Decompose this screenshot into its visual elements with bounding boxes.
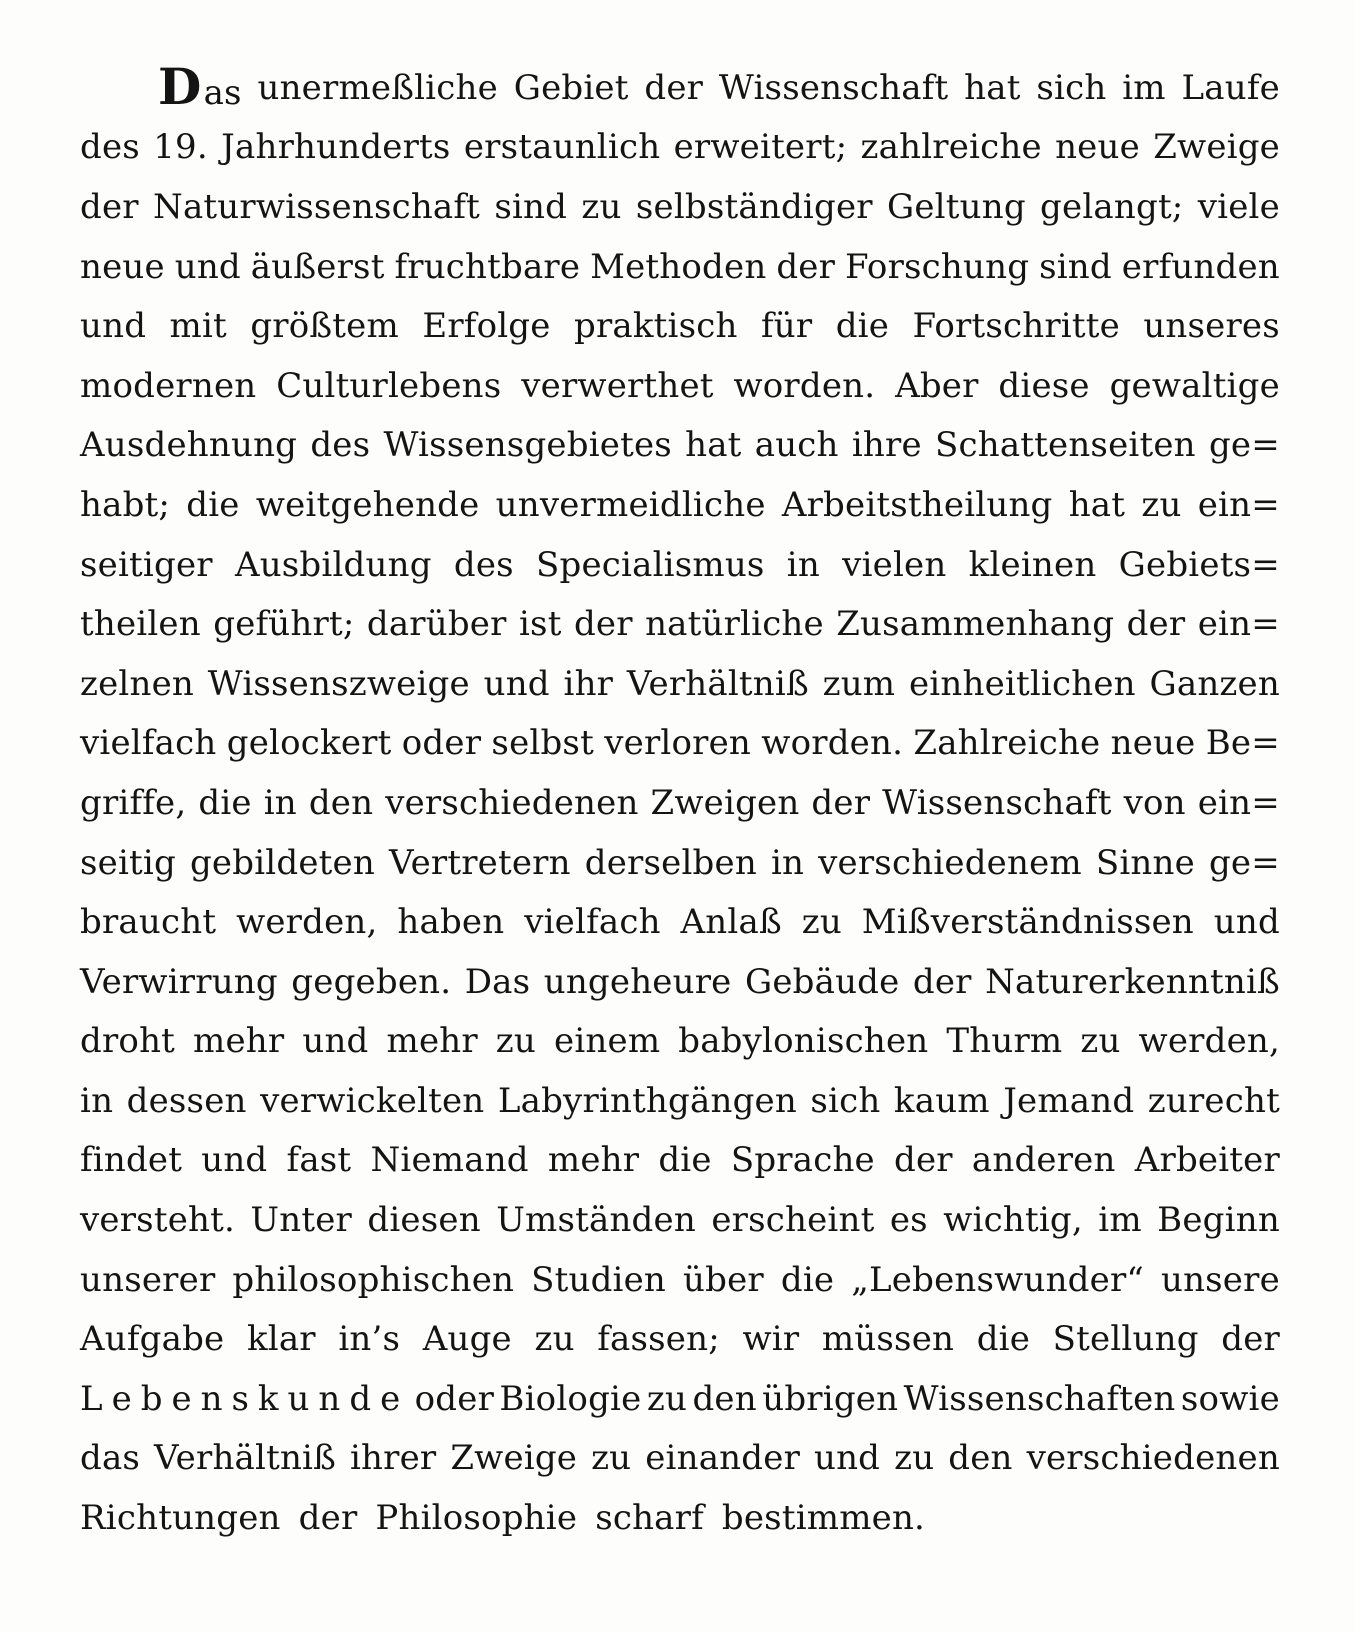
word: haben (397, 902, 505, 943)
word: werden, (236, 902, 378, 943)
text-line (80, 773, 1280, 833)
text-line (80, 1190, 1280, 1250)
word: hat (685, 425, 742, 466)
word: zu (894, 1438, 935, 1479)
word: ge= (1208, 842, 1280, 883)
word: fassen; (597, 1319, 720, 1360)
word: versteht. (80, 1200, 235, 1241)
text-line (80, 296, 1280, 356)
word: Wissensgebietes (383, 425, 672, 466)
word: oder (414, 1378, 495, 1419)
word: des (453, 544, 514, 585)
word: die (835, 306, 890, 347)
text-line (80, 1488, 1280, 1548)
word: oder (401, 723, 482, 764)
word: vielfach (80, 723, 217, 764)
word: praktisch (573, 306, 738, 347)
word: größtem (250, 306, 399, 347)
word: „Lebenswunder“ (851, 1259, 1144, 1300)
word: des (80, 127, 140, 168)
word: die (780, 1259, 835, 1300)
text-line (80, 177, 1280, 237)
word: Auge (422, 1319, 512, 1360)
word: im (1098, 1200, 1142, 1241)
word: zum (822, 663, 896, 704)
word: Wissenschaften (903, 1378, 1176, 1419)
text-line (80, 1369, 1280, 1429)
word: ihre (851, 425, 922, 466)
word: fast (286, 1140, 352, 1181)
word: philosophischen (232, 1259, 515, 1300)
word: den (308, 782, 374, 823)
word: Das (158, 57, 242, 117)
word: Ausdehnung (80, 425, 298, 466)
word: hat (964, 67, 1021, 108)
text-line (80, 356, 1280, 416)
word: sind (1039, 246, 1112, 287)
word: Umständen (496, 1200, 696, 1241)
word: Richtungen (80, 1498, 281, 1539)
word: ein= (1197, 604, 1280, 645)
word: Zahlreiche (913, 723, 1101, 764)
word: zu (646, 1378, 688, 1419)
word: seitig (80, 842, 176, 883)
word: der (811, 782, 871, 823)
word: selbst (491, 723, 594, 764)
word: unserer (80, 1259, 216, 1300)
drop-cap: D (158, 57, 202, 117)
word: braucht (80, 902, 217, 943)
word: Sprache (730, 1140, 875, 1181)
word: in (770, 842, 805, 883)
word: hat (1068, 484, 1126, 525)
word: einander (645, 1438, 801, 1479)
word: vielfach (524, 902, 661, 943)
word: Laufe (1181, 67, 1280, 108)
word: selbständiger (635, 186, 873, 227)
word: der (1126, 604, 1186, 645)
word: sind (494, 186, 568, 227)
word: Aufgabe (80, 1319, 225, 1360)
word: Das (464, 961, 531, 1002)
word: Stellung (1052, 1319, 1199, 1360)
word: in (786, 544, 820, 585)
word: sich (1036, 67, 1107, 108)
word: natürliche (645, 604, 824, 645)
word: Naturwissenschaft (153, 186, 481, 227)
word: ge= (1208, 425, 1280, 466)
word: modernen (80, 365, 257, 406)
word: ihrer (349, 1438, 437, 1479)
word: gelockert (226, 723, 392, 764)
word: Labyrinthgängen (497, 1080, 797, 1121)
word: mit (169, 306, 227, 347)
word: der (573, 604, 633, 645)
word: und (201, 1140, 268, 1181)
word: babylonischen (678, 1021, 929, 1062)
word: Specialismus (536, 544, 765, 585)
word: es (889, 1200, 928, 1241)
word: Verwirrung (80, 961, 278, 1002)
word: zahlreiche (860, 127, 1042, 168)
word: erstaunlich (463, 127, 661, 168)
word: über (683, 1259, 764, 1300)
text-line (80, 1131, 1280, 1191)
word: zu (591, 1438, 632, 1479)
word: diesen (367, 1200, 481, 1241)
word: verschiedenen (385, 782, 639, 823)
word: Fortschritte (912, 306, 1120, 347)
word: wichtig, (943, 1200, 1083, 1241)
word: Sinne (1095, 842, 1195, 883)
word: Aber (895, 365, 979, 406)
word: Gebiets= (1118, 544, 1280, 585)
word: fruchtbare (394, 246, 581, 287)
word: 19. (153, 127, 208, 168)
word: zu (495, 1021, 537, 1062)
word: weitgehende (255, 484, 480, 525)
word: Biologie (499, 1378, 642, 1419)
word: zelnen (80, 663, 195, 704)
word: wir (742, 1319, 800, 1360)
text-line (80, 892, 1280, 952)
word: Methoden (590, 246, 767, 287)
word: Zweigen (650, 782, 800, 823)
word: zu (1080, 1021, 1121, 1062)
word: zu (801, 902, 842, 943)
word: gebildeten (189, 842, 375, 883)
word: derselben (584, 842, 757, 883)
word: das (80, 1438, 141, 1479)
word: Niemand (370, 1140, 529, 1181)
text-line (80, 1309, 1280, 1369)
text-line (80, 58, 1280, 118)
word: erscheint (711, 1200, 875, 1241)
word: Lebenskunde (80, 1378, 410, 1419)
word: ein= (1197, 484, 1280, 525)
word: den (692, 1378, 757, 1419)
text-line (80, 118, 1280, 178)
word: Wissenschaft (882, 782, 1112, 823)
word: die (186, 484, 240, 525)
word: droht (80, 1021, 176, 1062)
word: die (976, 1319, 1031, 1360)
word: Verhältniß (626, 663, 809, 704)
word: in (80, 1080, 114, 1121)
word: die (658, 1140, 712, 1181)
word: Ganzen (1149, 663, 1280, 704)
word: verschiedenem (818, 842, 1082, 883)
text-line (80, 1429, 1280, 1489)
word: einem (554, 1021, 661, 1062)
word: Schattenseiten (934, 425, 1196, 466)
word: für (760, 306, 813, 347)
word: Zusammenhang (836, 604, 1115, 645)
word: kaum (893, 1080, 990, 1121)
word: werden, (1138, 1021, 1280, 1062)
word: diese (998, 365, 1090, 406)
word: vielen (842, 544, 947, 585)
word: Arbeiter (1134, 1140, 1280, 1181)
word: Arbeitstheilung (781, 484, 1053, 525)
word: neue (1110, 723, 1196, 764)
word: dessen (126, 1080, 247, 1121)
text-line (80, 416, 1280, 476)
word: der (644, 67, 704, 108)
word: Culturlebens (276, 365, 502, 406)
word: unseres (1143, 306, 1280, 347)
word: zu (581, 186, 622, 227)
word: ist (518, 604, 562, 645)
text-line (80, 237, 1280, 297)
word: und (80, 306, 147, 347)
word: gewaltige (1109, 365, 1280, 406)
word: den (948, 1438, 1013, 1479)
word: sich (810, 1080, 881, 1121)
word: und (1213, 902, 1280, 943)
word: Erfolge (422, 306, 551, 347)
word: zu (1141, 484, 1182, 525)
word: und (302, 1021, 369, 1062)
word: des (310, 425, 371, 466)
word: im (1122, 67, 1166, 108)
word: ungeheure (543, 961, 732, 1002)
word: Gebäude (744, 961, 900, 1002)
word: zurecht (1147, 1080, 1280, 1121)
word: übrigen (762, 1378, 899, 1419)
word: habt; (80, 484, 171, 525)
word: unvermeidliche (495, 484, 766, 525)
word: verloren (604, 723, 752, 764)
word: neue (80, 246, 165, 287)
word: kleinen (968, 544, 1097, 585)
word: anderen (971, 1140, 1116, 1181)
word: der (912, 961, 972, 1002)
word: Philosophie (375, 1498, 578, 1539)
text-line (80, 1250, 1280, 1310)
word: äußerst (250, 246, 385, 287)
text-line (80, 952, 1280, 1012)
word: ein= (1197, 782, 1280, 823)
word: Be= (1205, 723, 1280, 764)
word: worden. (733, 365, 876, 406)
word: müssen (821, 1319, 955, 1360)
word: mehr (386, 1021, 478, 1062)
word: erweitert; (673, 127, 848, 168)
text-line (80, 475, 1280, 535)
word: unsere (1160, 1259, 1280, 1300)
word: gegeben. (291, 961, 452, 1002)
word: und (174, 246, 241, 287)
word: von (1123, 782, 1186, 823)
word: Thurm (946, 1021, 1063, 1062)
word: der (776, 246, 836, 287)
text-line (80, 535, 1280, 595)
word: Zweige (1153, 127, 1280, 168)
word: der (80, 186, 139, 227)
word: Zweige (450, 1438, 578, 1479)
word: geführt; (213, 604, 355, 645)
word: zu (534, 1319, 575, 1360)
word: neue (1055, 127, 1140, 168)
word: Naturerkenntniß (985, 961, 1280, 1002)
word: Geltung (887, 186, 1026, 227)
word: erfunden (1121, 246, 1280, 287)
word: der (1221, 1319, 1280, 1360)
word: sowie (1180, 1378, 1280, 1419)
word: Verhältniß (154, 1438, 337, 1479)
word: worden. (761, 723, 904, 764)
word: mehr (547, 1140, 640, 1181)
word: mehr (193, 1021, 285, 1062)
word: und (813, 1438, 881, 1479)
word: Jahrhunderts (221, 127, 451, 168)
word: Beginn (1157, 1200, 1280, 1241)
word: in’s (338, 1319, 401, 1360)
word: die (198, 782, 252, 823)
word: verwerthet (521, 365, 714, 406)
word: Forschung (844, 246, 1030, 287)
paragraph-text (80, 58, 1280, 1548)
word: Wissenschaft (718, 67, 949, 108)
word: Wissenszweige (207, 663, 470, 704)
text-line (80, 1012, 1280, 1072)
word: klar (246, 1319, 316, 1360)
word: der (298, 1498, 358, 1539)
word: Studien (531, 1259, 667, 1300)
word: scharf (595, 1498, 704, 1539)
word: theilen (80, 604, 201, 645)
word: Unter (250, 1200, 352, 1241)
word: Gebiet (513, 67, 629, 108)
word: bestimmen. (721, 1498, 926, 1539)
text-line (80, 833, 1280, 893)
word: unermeßliche (257, 67, 498, 108)
word: auch (754, 425, 839, 466)
word: verwickelten (260, 1080, 485, 1121)
text-line (80, 594, 1280, 654)
word: der (894, 1140, 953, 1181)
word: viele (1197, 186, 1280, 227)
word: Mißverständnissen (861, 902, 1194, 943)
word: griffe, (80, 782, 187, 823)
word: verschiedenen (1026, 1438, 1280, 1479)
word: einheitlichen (908, 663, 1136, 704)
word: Jemand (1003, 1080, 1135, 1121)
word: findet (80, 1140, 183, 1181)
word: Ausbildung (234, 544, 432, 585)
word: Vertretern (388, 842, 571, 883)
word: Anlaß (680, 902, 782, 943)
text-line (80, 714, 1280, 774)
word: seitiger (80, 544, 213, 585)
word: in (263, 782, 297, 823)
text-line (80, 654, 1280, 714)
word: ihr (563, 663, 614, 704)
word: gelangt; (1040, 186, 1184, 227)
text-line (80, 1071, 1280, 1131)
word: und (483, 663, 550, 704)
word: darüber (366, 604, 507, 645)
